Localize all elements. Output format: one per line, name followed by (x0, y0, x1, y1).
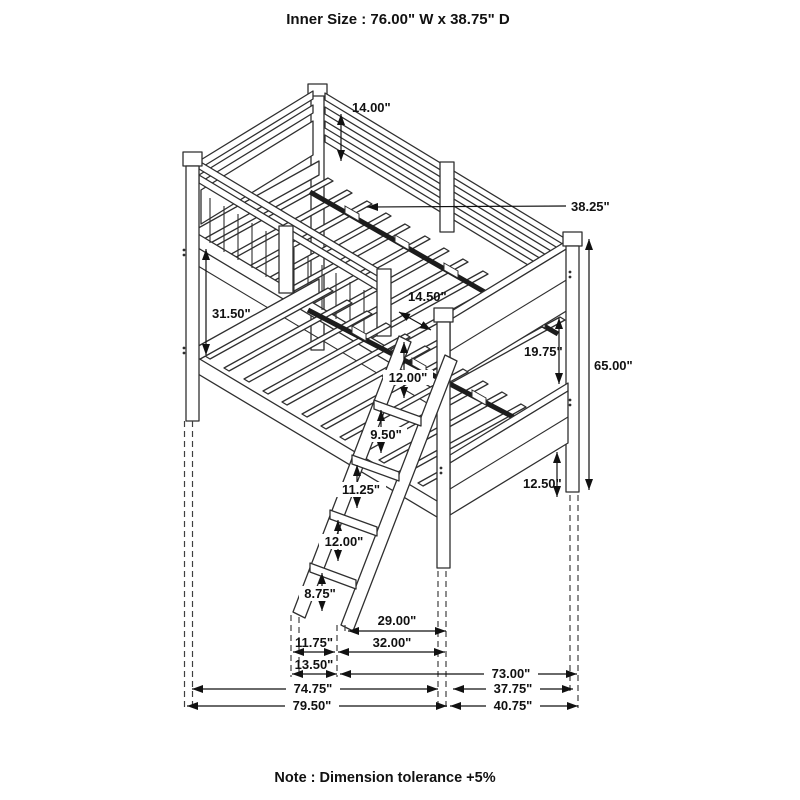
dim-label-footboard-gap: 19.75" (524, 344, 563, 359)
dim-label-ladder-step-2: 9.50" (370, 427, 402, 442)
dim-label-ladder-width-inner: 11.75" (295, 635, 333, 650)
dim-label-bunk-gap: 31.50" (212, 306, 251, 321)
back-guard-mid-post (440, 162, 454, 232)
dim-label-inner-length: 73.00" (491, 666, 531, 681)
dim-label-inner-depth: 38.25" (571, 199, 610, 214)
front-right-post (434, 308, 453, 568)
dim-label-ladder-step-5: 8.75" (304, 586, 336, 601)
dim-label-length-to-far-leg: 74.75" (293, 681, 333, 696)
dim-label-under-bed-clearance: 12.50" (523, 476, 562, 491)
front-left-post (183, 152, 202, 421)
dim-label-ladder-step-3: 11.25" (342, 482, 380, 497)
dim-label-overall-depth: 40.75" (493, 698, 533, 713)
dim-label-overall-height: 65.00" (594, 358, 633, 373)
dim-label-guard-rail-height: 14.00" (352, 100, 391, 115)
dim-label-ladder-opening: 14.50" (408, 289, 447, 304)
dim-label-ladder-step-1: 12.00" (388, 370, 428, 385)
lower-footboard (450, 383, 568, 515)
dim-label-overall-length: 79.50" (292, 698, 332, 713)
dim-label-ladder-foot-span: 32.00" (372, 635, 412, 650)
inner-size-title: Inner Size : 76.00" W x 38.75" D (286, 11, 510, 28)
dim-label-ladder-width-outer: 13.50" (294, 657, 334, 672)
tolerance-note: Note : Dimension tolerance +5% (274, 770, 496, 786)
dim-label-ladder-foot-to-leg: 29.00" (377, 613, 417, 628)
dim-label-ladder-step-4: 12.00" (324, 534, 364, 549)
back-right-post (563, 232, 582, 492)
front-guard-mid-post (279, 226, 293, 293)
dim-label-end-depth: 37.75" (493, 681, 533, 696)
